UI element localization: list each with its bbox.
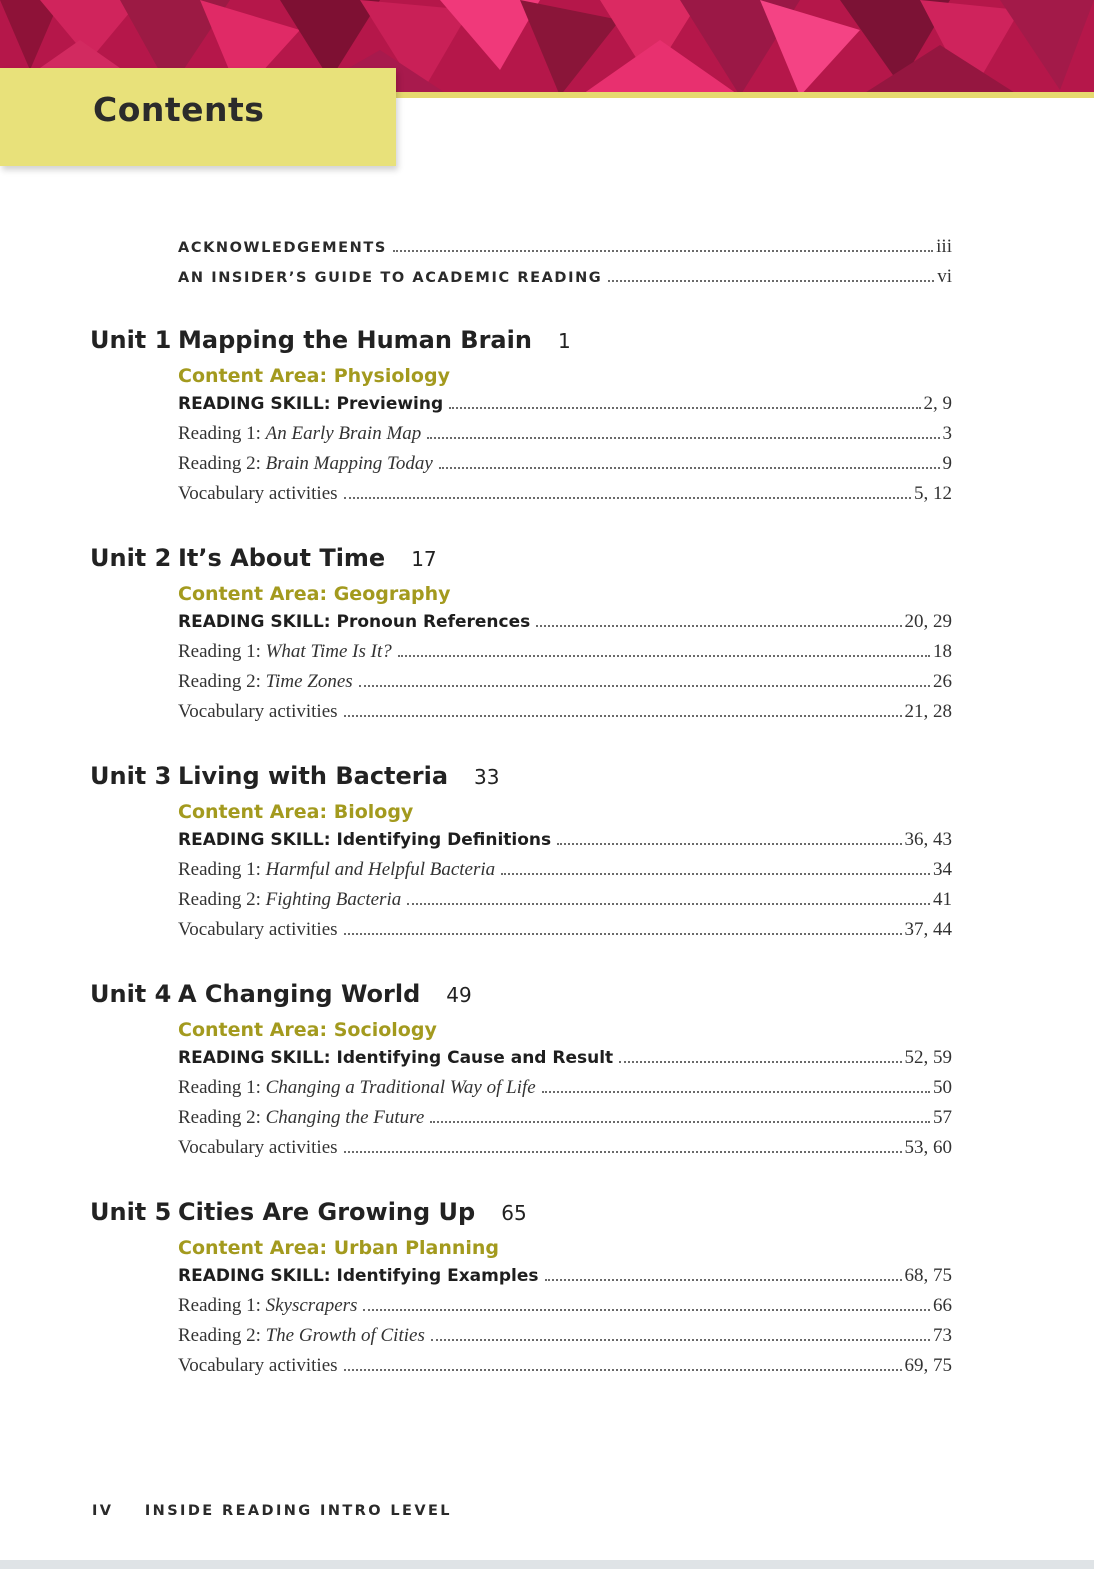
dot-leader (608, 280, 934, 282)
unit-body (178, 580, 952, 731)
skill-prefix: READING SKILL: (178, 830, 331, 850)
dot-leader (542, 1091, 930, 1093)
entry-label (178, 1077, 536, 1099)
unit-heading[interactable] (90, 762, 952, 798)
bottom-rule (0, 1560, 1094, 1569)
entry-page: 53, 60 (904, 1137, 952, 1158)
dot-leader (359, 685, 930, 687)
toc-entry-reading-skill[interactable] (178, 611, 952, 641)
reading-title: An Early Brain Map (265, 423, 422, 444)
unit-page: 65 (501, 1201, 527, 1225)
dot-leader (545, 1279, 902, 1281)
reading-title: Harmful and Helpful Bacteria (265, 859, 496, 880)
entry-label (178, 423, 421, 445)
content-area: Content Area: Biology (178, 801, 414, 823)
footer-page-number: IV (92, 1503, 114, 1519)
dot-leader (427, 437, 939, 439)
toc-entry-reading-2[interactable] (178, 1107, 952, 1137)
toc-entry-reading-1[interactable] (178, 423, 952, 453)
skill-name: Identifying Definitions (336, 830, 552, 850)
skill-prefix: READING SKILL: (178, 612, 331, 632)
entry-page: vi (937, 266, 952, 287)
unit-number: Unit 5 (90, 1198, 172, 1226)
toc-entry-reading-skill[interactable] (178, 1047, 952, 1077)
dot-leader (619, 1061, 901, 1063)
unit-page: 49 (446, 983, 472, 1007)
content-area: Content Area: Geography (178, 583, 451, 605)
unit-number: Unit 2 (90, 544, 172, 572)
entry-page: 9 (942, 453, 952, 474)
unit-title: Mapping the Human Brain (178, 326, 532, 354)
content-area: Content Area: Physiology (178, 365, 450, 387)
toc-entry-vocabulary[interactable] (178, 483, 952, 513)
dot-leader (431, 1339, 930, 1341)
unit-heading[interactable] (90, 544, 952, 580)
skill-prefix: READING SKILL: (178, 394, 331, 414)
unit-heading[interactable] (90, 980, 952, 1016)
dot-leader (344, 497, 911, 499)
reading-title: Fighting Bacteria (265, 889, 402, 910)
skill-prefix: READING SKILL: (178, 1266, 331, 1286)
unit-section-3 (90, 762, 952, 949)
page-title: Contents (93, 90, 265, 129)
dot-leader (439, 467, 940, 469)
dot-leader (344, 715, 902, 717)
dot-leader (393, 250, 933, 252)
toc-entry-vocabulary[interactable] (178, 919, 952, 949)
unit-section-4 (90, 980, 952, 1167)
entry-label: AN INSIDER’S GUIDE TO ACADEMIC READING (178, 270, 603, 286)
content-area: Content Area: Sociology (178, 1019, 437, 1041)
toc-entry-reading-2[interactable] (178, 889, 952, 919)
entry-page: 41 (933, 889, 952, 910)
unit-number: Unit 3 (90, 762, 172, 790)
unit-section-5 (90, 1198, 952, 1385)
dot-leader (363, 1309, 930, 1311)
unit-title: Living with Bacteria (178, 762, 449, 790)
reading-title: Skyscrapers (265, 1295, 358, 1316)
entry-page: 73 (933, 1325, 952, 1346)
entry-page: 52, 59 (904, 1047, 952, 1068)
page-footer (92, 1503, 452, 1519)
entry-page: iii (936, 236, 952, 257)
reading-prefix: Reading 2: (178, 671, 261, 692)
unit-title: Cities Are Growing Up (178, 1198, 476, 1226)
entry-page: 21, 28 (904, 701, 952, 722)
toc-entry-acknowledgements[interactable] (178, 236, 952, 266)
skill-prefix: READING SKILL: (178, 1048, 331, 1068)
unit-body (178, 1234, 952, 1385)
entry-page: 2, 9 (923, 393, 952, 414)
reading-prefix: Reading 2: (178, 1107, 261, 1128)
entry-label (178, 394, 443, 414)
front-matter (178, 236, 952, 296)
dot-leader (501, 873, 930, 875)
dot-leader (344, 1369, 902, 1371)
toc-entry-insiders-guide[interactable] (178, 266, 952, 296)
entry-label: Vocabulary activities (178, 919, 338, 940)
entry-page: 3 (942, 423, 952, 444)
toc-entry-reading-2[interactable] (178, 671, 952, 701)
entry-label: ACKNOWLEDGEMENTS (178, 240, 387, 256)
entry-label (178, 641, 392, 663)
unit-title: A Changing World (178, 980, 421, 1008)
entry-page: 57 (933, 1107, 952, 1128)
entry-label (178, 859, 495, 881)
dot-leader (430, 1121, 930, 1123)
toc-entry-reading-2[interactable] (178, 1325, 952, 1355)
unit-section-1 (90, 326, 952, 513)
skill-name: Identifying Examples (336, 1266, 539, 1286)
entry-page: 18 (933, 641, 952, 662)
entry-page: 36, 43 (904, 829, 952, 850)
entry-page: 68, 75 (904, 1265, 952, 1286)
entry-label (178, 1107, 424, 1129)
reading-title: Changing a Traditional Way of Life (265, 1077, 536, 1098)
reading-prefix: Reading 1: (178, 423, 261, 444)
reading-prefix: Reading 1: (178, 859, 261, 880)
entry-page: 69, 75 (904, 1355, 952, 1376)
footer-book-title: INSIDE READING INTRO LEVEL (144, 1503, 452, 1519)
entry-label (178, 830, 551, 850)
entry-label (178, 612, 530, 632)
dot-leader (344, 1151, 902, 1153)
entry-page: 50 (933, 1077, 952, 1098)
entry-label: Vocabulary activities (178, 701, 338, 722)
entry-label (178, 889, 401, 911)
unit-body (178, 1016, 952, 1167)
reading-title: The Growth of Cities (265, 1325, 425, 1346)
reading-title: Time Zones (265, 671, 353, 692)
toc-entry-vocabulary[interactable] (178, 1355, 952, 1385)
unit-body (178, 362, 952, 513)
entry-label (178, 1295, 357, 1317)
unit-heading[interactable] (90, 326, 952, 362)
entry-page: 20, 29 (904, 611, 952, 632)
reading-prefix: Reading 2: (178, 1325, 261, 1346)
toc-entry-reading-skill[interactable] (178, 829, 952, 859)
reading-title: Brain Mapping Today (265, 453, 433, 474)
dot-leader (344, 933, 902, 935)
entry-label: Vocabulary activities (178, 483, 338, 504)
entry-label (178, 671, 353, 693)
unit-section-2 (90, 544, 952, 731)
toc-entry-reading-skill[interactable] (178, 393, 952, 423)
dot-leader (557, 843, 901, 845)
entry-label (178, 1048, 613, 1068)
unit-heading[interactable] (90, 1198, 952, 1234)
unit-title: It’s About Time (178, 544, 386, 572)
entry-page: 26 (933, 671, 952, 692)
skill-name: Identifying Cause and Result (336, 1048, 614, 1068)
entry-label: Vocabulary activities (178, 1355, 338, 1376)
toc-entry-vocabulary[interactable] (178, 701, 952, 731)
reading-title: Changing the Future (265, 1107, 425, 1128)
entry-label (178, 1325, 425, 1347)
entry-label: Vocabulary activities (178, 1137, 338, 1158)
reading-prefix: Reading 2: (178, 889, 261, 910)
reading-prefix: Reading 1: (178, 1295, 261, 1316)
entry-page: 66 (933, 1295, 952, 1316)
entry-label (178, 1266, 539, 1286)
unit-number: Unit 4 (90, 980, 172, 1008)
dot-leader (536, 625, 901, 627)
dot-leader (398, 655, 930, 657)
toc-entry-reading-2[interactable] (178, 453, 952, 483)
unit-page: 17 (411, 547, 437, 571)
toc-entry-vocabulary[interactable] (178, 1137, 952, 1167)
entry-label (178, 453, 433, 475)
unit-page: 1 (557, 329, 571, 353)
reading-prefix: Reading 2: (178, 453, 261, 474)
toc-entry-reading-1[interactable] (178, 641, 952, 671)
unit-body (178, 798, 952, 949)
toc-entry-reading-1[interactable] (178, 1295, 952, 1325)
entry-page: 34 (933, 859, 952, 880)
reading-prefix: Reading 1: (178, 1077, 261, 1098)
entry-page: 5, 12 (914, 483, 952, 504)
dot-leader (407, 903, 930, 905)
reading-title: What Time Is It? (265, 641, 392, 662)
skill-name: Pronoun References (336, 612, 531, 632)
content-area: Content Area: Urban Planning (178, 1237, 500, 1259)
entry-page: 37, 44 (904, 919, 952, 940)
skill-name: Previewing (336, 394, 444, 414)
toc-entry-reading-1[interactable] (178, 1077, 952, 1107)
reading-prefix: Reading 1: (178, 641, 261, 662)
unit-page: 33 (474, 765, 500, 789)
contents-title-box (0, 68, 396, 166)
toc-entry-reading-1[interactable] (178, 859, 952, 889)
toc-entry-reading-skill[interactable] (178, 1265, 952, 1295)
dot-leader (449, 407, 920, 409)
unit-number: Unit 1 (90, 326, 172, 354)
